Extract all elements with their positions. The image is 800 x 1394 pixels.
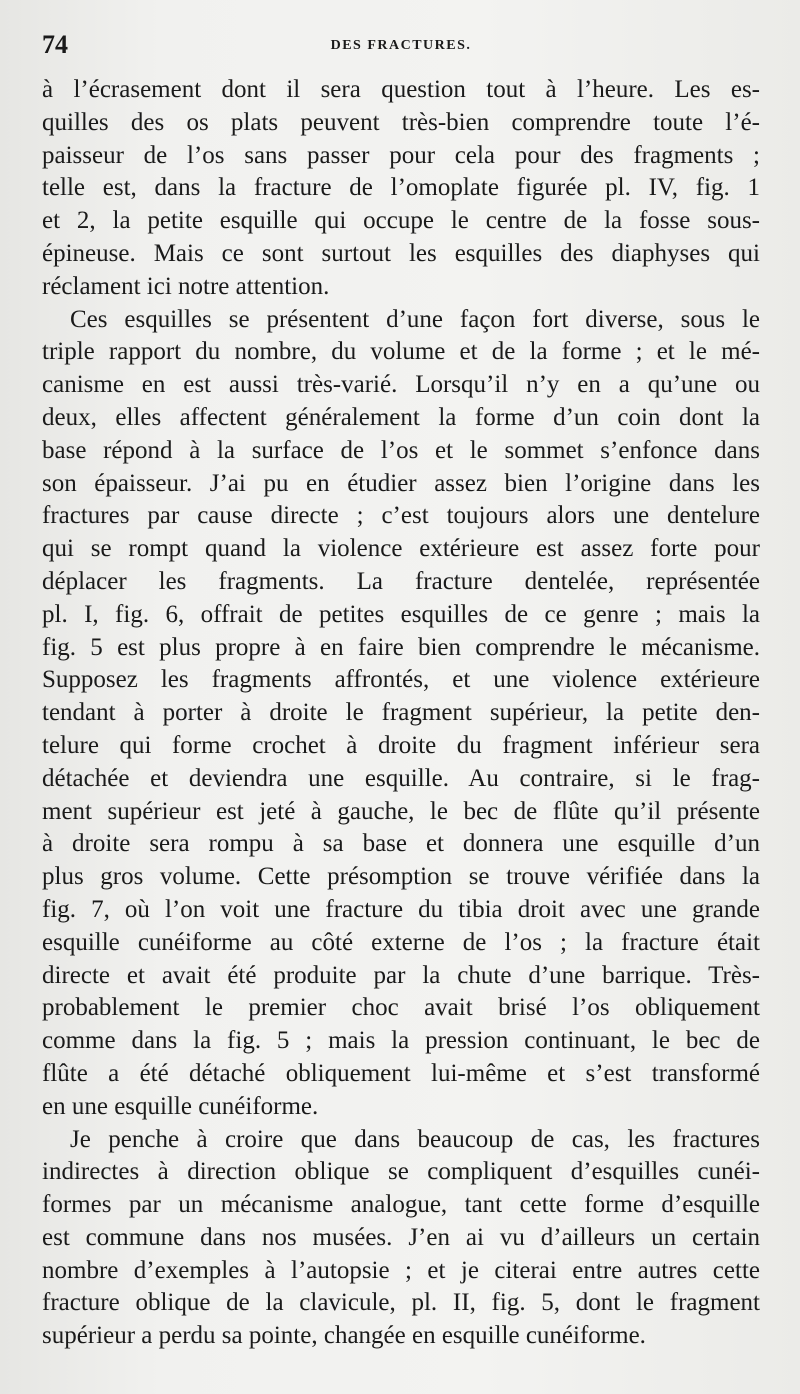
text-line: fracture oblique de la clavicule, pl. II, fig. 5, dont le fragment	[42, 1289, 760, 1317]
text-line: fig. 7, où l’on voit une fracture du tibia droit avec une grande	[42, 895, 760, 923]
text-line: en une esquille cunéiforme.	[42, 1092, 319, 1120]
text-line: probablement le premier choc avait brisé l’os obliquement	[42, 994, 760, 1022]
text-line: paisseur de l’os sans passer pour cela pour des fragments ;	[42, 141, 760, 169]
text-line: détachée et deviendra une esquille. Au contraire, si le frag-	[42, 764, 760, 792]
text-line: telure qui forme crochet à droite du fragment inférieur sera	[42, 731, 760, 759]
text-line: indirectes à direction oblique se compliquent d’esquilles cunéi-	[42, 1158, 760, 1186]
text-line: esquille cunéiforme au côté externe de l’os ; la fracture était	[42, 928, 760, 956]
text-line: à droite sera rompu à sa base et donnera une esquille d’un	[42, 830, 760, 858]
text-line: base répond à la surface de l’os et le sommet s’enfonce dans	[42, 436, 760, 464]
running-head: DES FRACTURES.	[330, 38, 472, 53]
text-line: plus gros volume. Cette présomption se trouve vérifiée dans la	[42, 863, 760, 891]
text-line: réclament ici notre attention.	[42, 272, 330, 300]
text-line: formes par un mécanisme analogue, tant cette forme d’esquille	[42, 1191, 760, 1219]
text-line: fractures par cause directe ; c’est toujours alors une dentelure	[42, 502, 760, 530]
text-line: est commune dans nos musées. J’en ai vu d’ailleurs un certain	[42, 1223, 760, 1251]
text-line: déplacer les fragments. La fracture dentelée, représentée	[42, 567, 760, 595]
text-line: son épaisseur. J’ai pu en étudier assez bien l’origine dans les	[42, 469, 760, 497]
text-line: Ces esquilles se présentent d’une façon fort diverse, sous le	[70, 305, 760, 333]
text-line: comme dans la fig. 5 ; mais la pression continuant, le bec de	[42, 1027, 760, 1055]
text-line: fig. 5 est plus propre à en faire bien comprendre le mécanisme.	[42, 633, 760, 661]
text-line: supérieur a perdu sa pointe, changée en esquille cunéiforme.	[42, 1322, 646, 1350]
text-line: et 2, la petite esquille qui occupe le centre de la fosse sous-	[42, 207, 760, 235]
text-line: ment supérieur est jeté à gauche, le bec de flûte qu’il présente	[42, 797, 760, 825]
text-line: directe et avait été produite par la chute d’une barrique. Très-	[42, 961, 760, 989]
paragraph	[42, 304, 760, 1124]
text-line: deux, elles affectent généralement la forme d’un coin dont la	[42, 403, 760, 431]
text-line: Supposez les fragments affrontés, et une violence extérieure	[42, 666, 760, 694]
text-line: triple rapport du nombre, du volume et de la forme ; et le mé-	[42, 338, 760, 366]
page-header	[42, 30, 760, 66]
paragraph	[42, 1124, 760, 1354]
page-number: 74	[42, 30, 68, 59]
text-line: nombre d’exemples à l’autopsie ; et je citerai entre autres cette	[42, 1256, 760, 1284]
text-line: telle est, dans la fracture de l’omoplate figurée pl. IV, fig. 1	[42, 174, 760, 202]
body-text	[42, 74, 760, 1353]
text-line: qui se rompt quand la violence extérieure est assez forte pour	[42, 535, 760, 563]
text-line: tendant à porter à droite le fragment supérieur, la petite den-	[42, 699, 760, 727]
text-line: épineuse. Mais ce sont surtout les esquilles des diaphyses qui	[42, 239, 760, 267]
text-line: flûte a été détaché obliquement lui-même et s’est transformé	[42, 1059, 760, 1087]
text-line: pl. I, fig. 6, offrait de petites esquilles de ce genre ; mais la	[42, 600, 760, 628]
text-line: quilles des os plats peuvent très-bien comprendre toute l’é-	[42, 108, 760, 136]
text-line: canisme en est aussi très-varié. Lorsqu’il n’y en a qu’une ou	[42, 371, 760, 399]
text-line: à l’écrasement dont il sera question tout à l’heure. Les es-	[42, 76, 760, 103]
paragraph	[42, 74, 760, 304]
text-line: Je penche à croire que dans beaucoup de cas, les fractures	[70, 1125, 760, 1153]
